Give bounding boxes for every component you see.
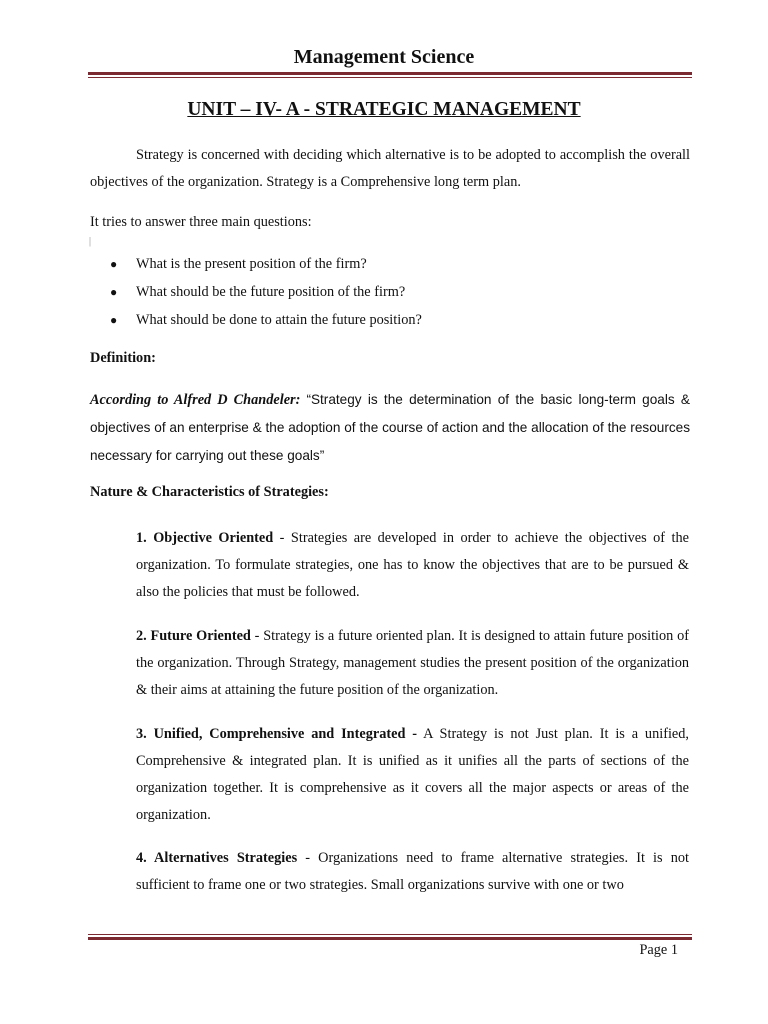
unit-title: UNIT – IV- A - STRATEGIC MANAGEMENT xyxy=(187,99,581,120)
intro-paragraph: Strategy is concerned with deciding which alternative is to be adopted to accomplish the overall objectives of the organization. Strategy is a Comprehensive long term plan. xyxy=(90,147,690,190)
bullet-icon: ● xyxy=(110,285,118,299)
characteristic-item xyxy=(136,845,689,899)
item-text: - Strategy is a future oriented plan. It is designed to attain future position of the organization. Through Strategy, management studies the present position of the organization & their aims at attaining the future position of the organization. xyxy=(136,628,689,698)
item-heading: 3. Unified, Comprehensive and Integrated - xyxy=(136,726,418,742)
characteristic-item xyxy=(136,721,689,829)
definition-paragraph: According to Alfred D Chandeler: “Strategy is the determination of the basic long-term goals & objectives of an enterprise & the adoption of the course of action and the allocation of the resources necessary for carrying out these goals” xyxy=(90,392,690,463)
questions-list xyxy=(110,250,670,334)
item-heading: 2. Future Oriented xyxy=(136,628,251,644)
item-heading: 4. Alternatives Strategies xyxy=(136,850,298,866)
footer-rule xyxy=(88,934,692,940)
header-rule xyxy=(88,72,692,78)
definition-heading: Definition: xyxy=(90,350,156,366)
list-item: ● What should be done to attain the future position? xyxy=(110,306,670,334)
text-cursor-mark: | xyxy=(89,236,92,247)
bullet-icon: ● xyxy=(110,313,118,327)
questions-lead: It tries to answer three main questions: xyxy=(90,214,312,230)
item-text: A Strategy is not Just plan. It is a unified, Comprehensive & integrated plan. It is unified as it unifies all the parts of sections of the organization together. It is comprehensive as it covers all the major aspects or areas of the organization. xyxy=(136,726,689,823)
characteristic-item xyxy=(136,623,689,704)
bullet-icon: ● xyxy=(110,257,118,271)
characteristic-item xyxy=(136,525,689,606)
item-text: - Organizations need to frame alternative strategies. It is not sufficient to frame one or two strategies. Small organizations survive with one or two xyxy=(136,850,689,893)
item-text: - Strategies are developed in order to achieve the objectives of the organization. To formulate strategies, one has to know the objectives that are to be pursued & also the policies that must be followed. xyxy=(136,530,689,600)
definition-quote: “Strategy is the determination of the basic long-term goals & objectives of an enterprise & the adoption of the course of action and the allocation of the resources necessary for carrying out these goals” xyxy=(90,392,690,463)
definition-author: According to Alfred D Chandeler xyxy=(90,392,296,408)
item-heading: 1. Objective Oriented xyxy=(136,530,274,546)
nature-heading: Nature & Characteristics of Strategies: xyxy=(90,484,329,500)
list-item: ● What should be the future position of the firm? xyxy=(110,278,670,306)
page-number: Page 1 xyxy=(639,942,678,958)
list-item: ● What is the present position of the firm? xyxy=(110,250,670,278)
running-header-title: Management Science xyxy=(293,46,475,68)
